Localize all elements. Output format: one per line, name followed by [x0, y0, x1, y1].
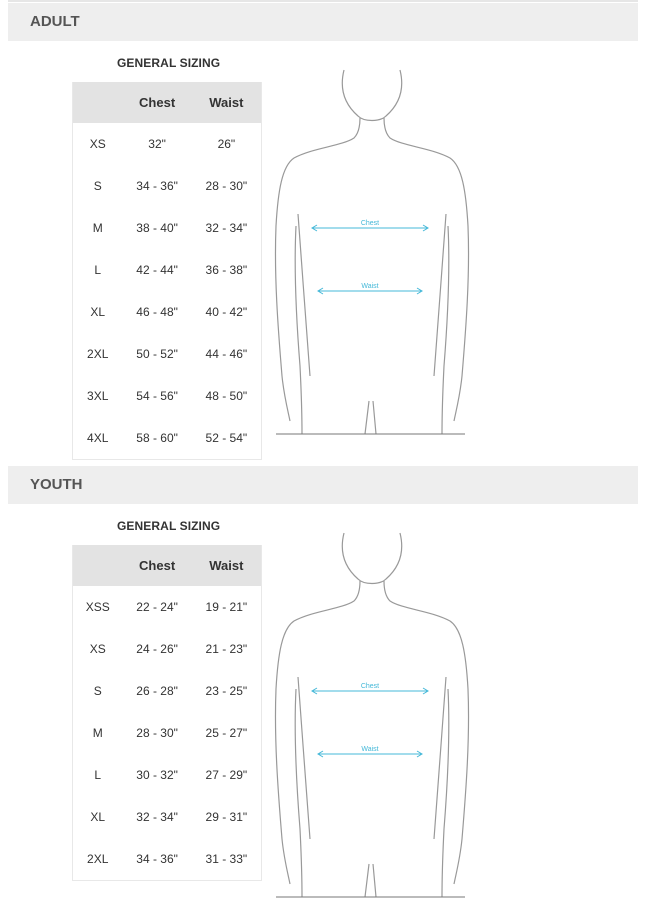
table-row	[73, 796, 261, 838]
section-header-youth: YOUTH	[8, 466, 638, 504]
table-row	[73, 670, 261, 712]
table-row	[73, 838, 261, 880]
waist-cell: 36 - 38"	[205, 263, 248, 277]
youth-general-sizing-title: GENERAL SIZING	[117, 519, 221, 533]
waist-cell: 29 - 31"	[205, 810, 248, 824]
chest-cell: 34 - 36"	[136, 852, 178, 866]
waist-cell: 23 - 25"	[205, 684, 248, 698]
table-row	[73, 333, 261, 375]
size-cell: XSS	[85, 600, 110, 614]
table-row	[73, 123, 261, 165]
waist-cell: 52 - 54"	[205, 431, 248, 445]
size-cell: 2XL	[87, 852, 109, 866]
size-cell: L	[94, 263, 102, 277]
size-cell: 2XL	[87, 347, 109, 361]
chest-cell: 50 - 52"	[136, 347, 178, 361]
table-row	[73, 586, 261, 628]
chest-cell: 28 - 30"	[136, 726, 178, 740]
column-header-chest: Chest	[139, 95, 176, 110]
table-row	[73, 712, 261, 754]
chest-cell: 32 - 34"	[136, 810, 178, 824]
size-cell: XS	[89, 642, 106, 656]
waist-cell: 31 - 33"	[205, 852, 248, 866]
table-row	[73, 375, 261, 417]
size-cell: XS	[89, 137, 106, 151]
waist-cell: 32 - 34"	[205, 221, 248, 235]
waist-cell: 21 - 23"	[205, 642, 248, 656]
table-row	[73, 249, 261, 291]
table-row	[73, 417, 261, 459]
column-header-chest: Chest	[139, 558, 176, 573]
section-header-adult: ADULT	[8, 3, 638, 41]
size-cell: L	[94, 768, 102, 782]
size-cell: XL	[90, 305, 106, 319]
column-header-waist: Waist	[209, 95, 244, 110]
waist-cell: 44 - 46"	[205, 347, 248, 361]
waist-cell: 28 - 30"	[205, 179, 248, 193]
waist-cell: 25 - 27"	[205, 726, 248, 740]
table-row	[73, 754, 261, 796]
chest-cell: 30 - 32"	[136, 768, 178, 782]
top-divider	[8, 0, 638, 2]
waist-cell: 48 - 50"	[205, 389, 248, 403]
waist-label: Waist	[361, 283, 379, 290]
waist-cell: 40 - 42"	[205, 305, 248, 319]
adult-general-sizing-title: GENERAL SIZING	[117, 56, 221, 70]
chest-cell: 54 - 56"	[136, 389, 178, 403]
table-header	[73, 82, 261, 123]
chest-cell: 26 - 28"	[136, 684, 178, 698]
chest-cell: 34 - 36"	[136, 179, 178, 193]
youth-body-diagram	[272, 529, 472, 899]
table-row	[73, 291, 261, 333]
waist-cell: 27 - 29"	[205, 768, 248, 782]
table-row	[73, 165, 261, 207]
waist-cell: 19 - 21"	[205, 600, 248, 614]
chest-cell: 46 - 48"	[136, 305, 178, 319]
chest-label: Chest	[360, 683, 380, 690]
chest-cell: 32"	[148, 137, 166, 151]
waist-cell: 26"	[217, 137, 236, 151]
adult-body-diagram	[272, 66, 472, 436]
size-cell: 4XL	[87, 431, 109, 445]
chest-cell: 38 - 40"	[136, 221, 178, 235]
size-cell: M	[92, 726, 103, 740]
size-cell: S	[93, 179, 102, 193]
size-cell: XL	[90, 810, 106, 824]
size-cell: 3XL	[87, 389, 109, 403]
body-outline	[275, 533, 468, 897]
table-header	[73, 545, 261, 586]
adult-size-table	[72, 82, 262, 460]
chest-cell: 22 - 24"	[136, 600, 178, 614]
chest-cell: 24 - 26"	[136, 642, 178, 656]
waist-label: Waist	[361, 746, 379, 753]
chest-cell: 58 - 60"	[136, 431, 178, 445]
chest-label: Chest	[360, 220, 380, 227]
body-outline-figure	[272, 66, 472, 436]
body-outline-figure	[272, 529, 472, 899]
chest-cell: 42 - 44"	[136, 263, 178, 277]
youth-size-table	[72, 545, 262, 881]
body-outline	[275, 70, 468, 434]
size-cell: M	[92, 221, 103, 235]
column-header-waist: Waist	[209, 558, 244, 573]
table-row	[73, 207, 261, 249]
table-row	[73, 628, 261, 670]
size-cell: S	[93, 684, 102, 698]
